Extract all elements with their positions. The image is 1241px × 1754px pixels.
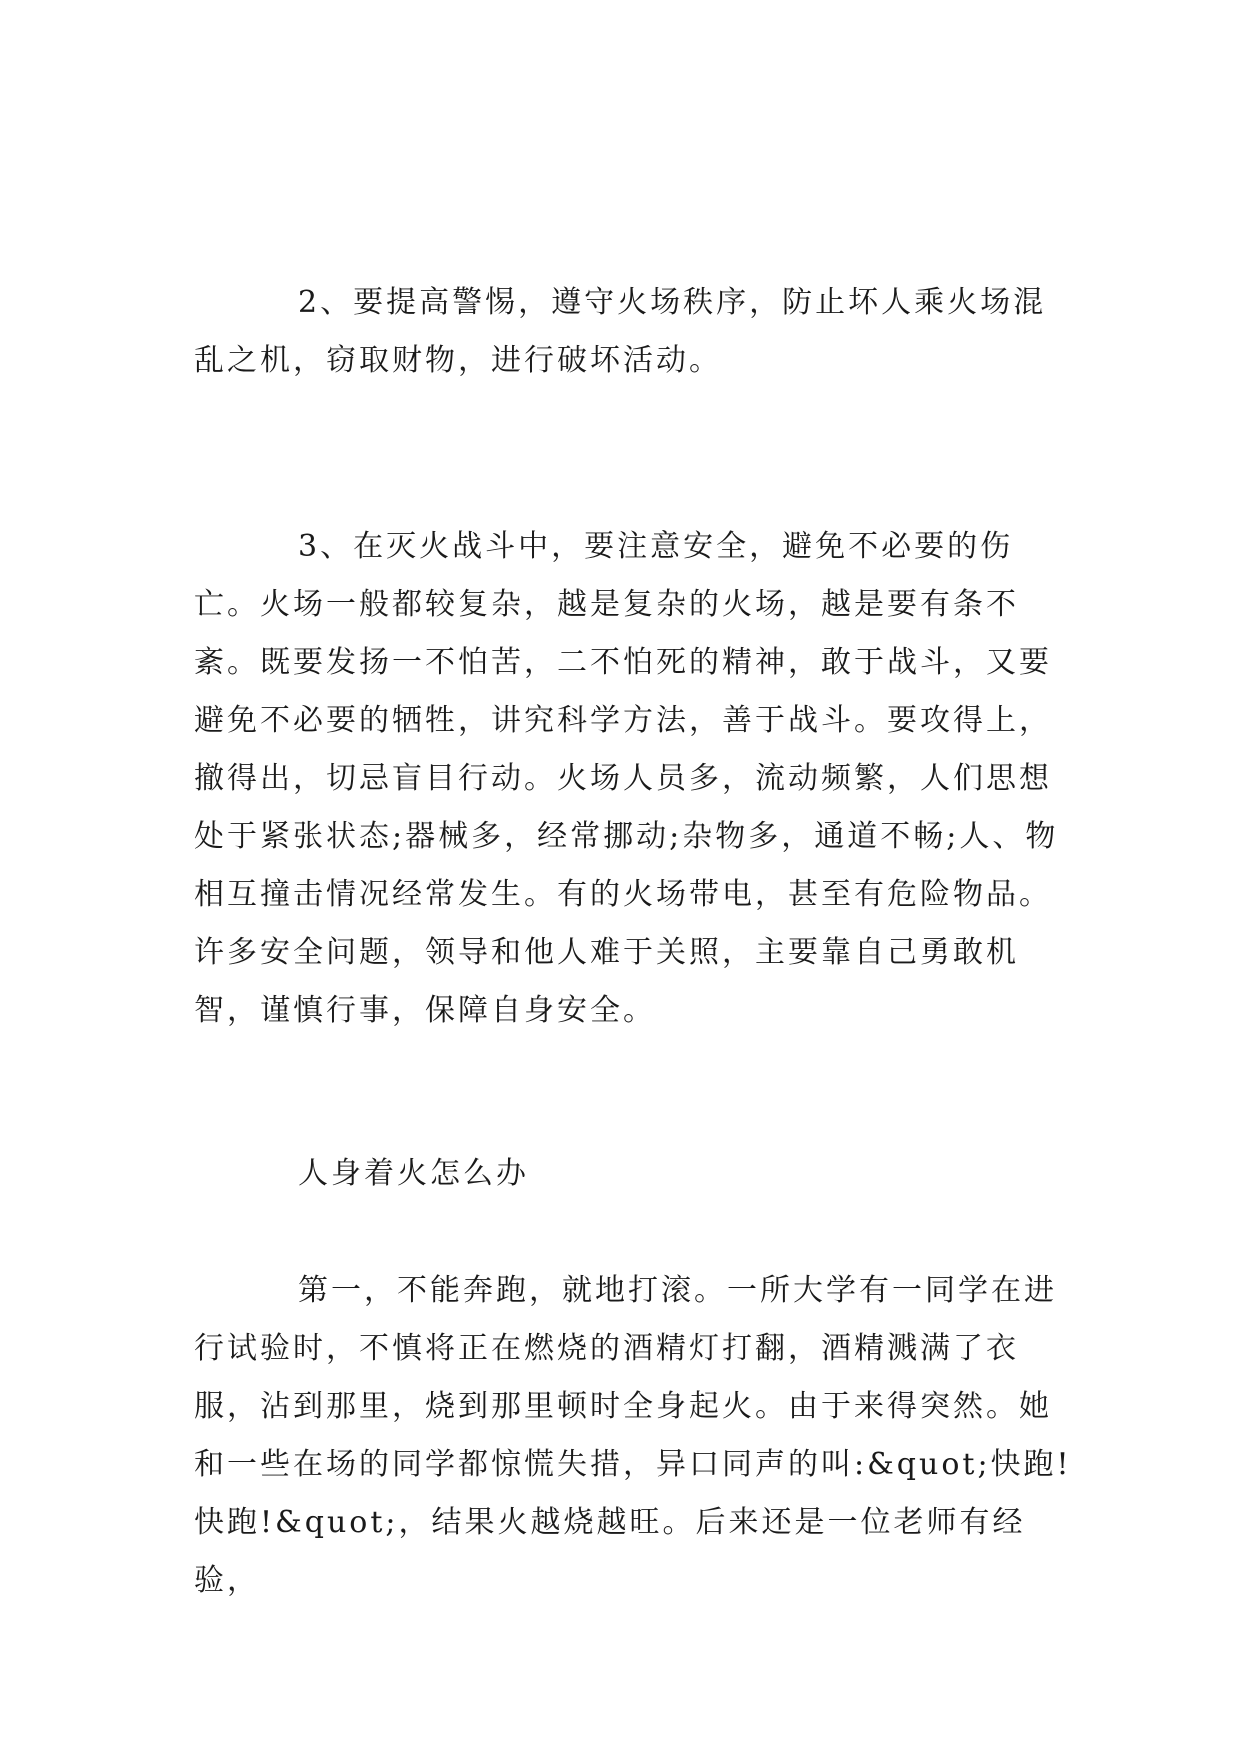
paragraph-first: 第一，不能奔跑，就地打滚。一所大学有一同学在进行试验时，不慎将正在燃烧的酒精灯打翻，酒精溅满了衣服，沾到那里，烧到那里顿时全身起火。由于来得突然。她和一些在场的同学都惊慌失措，异口同声的叫:&quot;快跑!快跑!&quot;，结果火越烧越旺。后来还是一位老师有经验， (194, 1273, 1072, 1598)
paragraph-item-2: 2、要提高警惕，遵守火场秩序，防止坏人乘火场混乱之机，窃取财物，进行破坏活动。 (194, 285, 1047, 378)
section-heading: 人身着火怎么办 (298, 1156, 529, 1191)
paragraph-item-3: 3、在灭火战斗中，要注意安全，避免不必要的伤亡。火场一般都较复杂，越是复杂的火场，越是要有条不紊。既要发扬一不怕苦，二不怕死的精神，敢于战斗，又要避免不必要的牺牲，讲究科学方法，善于战斗。要攻得上，撤得出，切忌盲目行动。火场人员多，流动频繁，人们思想处于紧张状态;器械多，经常挪动;杂物多，通道不畅;人、物相互撞击情况经常发生。有的火场带电，甚至有危险物品。许多安全问题，领导和他人难于关照，主要靠自己勇敢机智，谨慎行事，保障自身安全。 (194, 529, 1059, 1028)
